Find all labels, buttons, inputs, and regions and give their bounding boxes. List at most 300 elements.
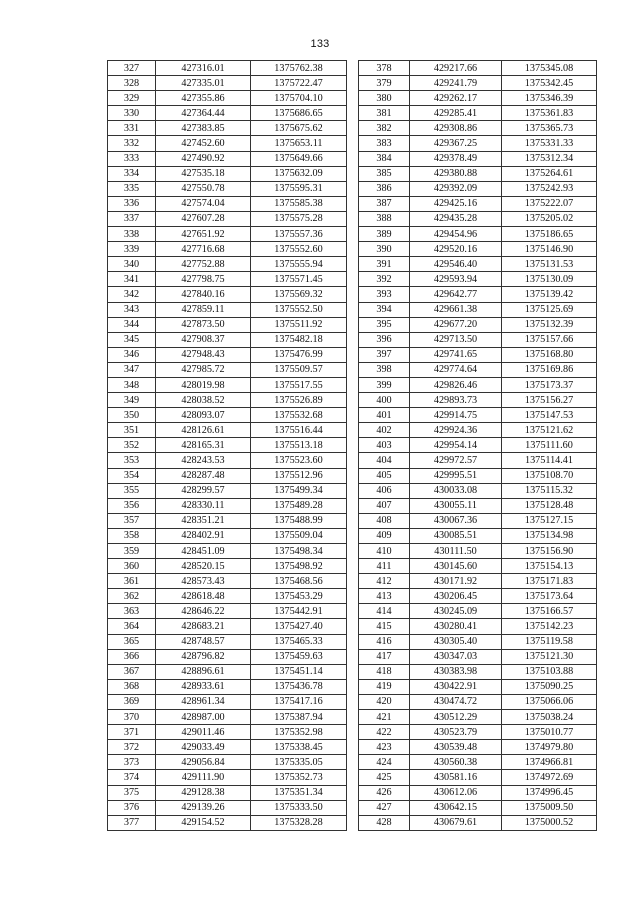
x-coordinate-cell: 429995.51 xyxy=(410,468,502,483)
y-coordinate-cell: 1375328.28 xyxy=(251,815,347,830)
y-coordinate-cell: 1375142.23 xyxy=(502,619,597,634)
table-row xyxy=(108,468,347,483)
table-row xyxy=(108,559,347,574)
y-coordinate-cell: 1375346.39 xyxy=(502,91,597,106)
coordinates-table-right-body xyxy=(359,61,597,831)
y-coordinate-cell: 1375352.98 xyxy=(251,725,347,740)
x-coordinate-cell: 428451.09 xyxy=(156,544,251,559)
x-coordinate-cell: 429954.14 xyxy=(410,438,502,453)
point-number-cell: 378 xyxy=(359,61,410,76)
x-coordinate-cell: 430171.92 xyxy=(410,574,502,589)
y-coordinate-cell: 1375119.58 xyxy=(502,634,597,649)
x-coordinate-cell: 430642.15 xyxy=(410,800,502,815)
point-number-cell: 364 xyxy=(108,619,156,634)
table-row xyxy=(359,679,597,694)
y-coordinate-cell: 1375509.04 xyxy=(251,528,347,543)
x-coordinate-cell: 429741.65 xyxy=(410,347,502,362)
table-row xyxy=(359,408,597,423)
y-coordinate-cell: 1375488.99 xyxy=(251,513,347,528)
point-number-cell: 356 xyxy=(108,498,156,513)
x-coordinate-cell: 429111.90 xyxy=(156,770,251,785)
y-coordinate-cell: 1375108.70 xyxy=(502,468,597,483)
y-coordinate-cell: 1375653.11 xyxy=(251,136,347,151)
table-row xyxy=(359,166,597,181)
x-coordinate-cell: 428520.15 xyxy=(156,559,251,574)
point-number-cell: 426 xyxy=(359,785,410,800)
table-row xyxy=(359,559,597,574)
table-row xyxy=(359,664,597,679)
x-coordinate-cell: 430539.48 xyxy=(410,740,502,755)
point-number-cell: 386 xyxy=(359,181,410,196)
x-coordinate-cell: 429139.26 xyxy=(156,800,251,815)
x-coordinate-cell: 428093.07 xyxy=(156,408,251,423)
x-coordinate-cell: 430085.51 xyxy=(410,528,502,543)
x-coordinate-cell: 430383.98 xyxy=(410,664,502,679)
point-number-cell: 389 xyxy=(359,227,410,242)
x-coordinate-cell: 427873.50 xyxy=(156,317,251,332)
point-number-cell: 336 xyxy=(108,196,156,211)
y-coordinate-cell: 1375516.44 xyxy=(251,423,347,438)
x-coordinate-cell: 429367.25 xyxy=(410,136,502,151)
y-coordinate-cell: 1375147.53 xyxy=(502,408,597,423)
point-number-cell: 369 xyxy=(108,694,156,709)
table-row xyxy=(359,574,597,589)
point-number-cell: 344 xyxy=(108,317,156,332)
point-number-cell: 411 xyxy=(359,559,410,574)
point-number-cell: 382 xyxy=(359,121,410,136)
point-number-cell: 388 xyxy=(359,211,410,226)
x-coordinate-cell: 427490.92 xyxy=(156,151,251,166)
table-row xyxy=(359,800,597,815)
table-row xyxy=(108,664,347,679)
x-coordinate-cell: 429893.73 xyxy=(410,393,502,408)
y-coordinate-cell: 1375312.34 xyxy=(502,151,597,166)
y-coordinate-cell: 1375242.93 xyxy=(502,181,597,196)
x-coordinate-cell: 428038.52 xyxy=(156,393,251,408)
x-coordinate-cell: 429380.88 xyxy=(410,166,502,181)
x-coordinate-cell: 430560.38 xyxy=(410,755,502,770)
table-row xyxy=(108,227,347,242)
point-number-cell: 416 xyxy=(359,634,410,649)
x-coordinate-cell: 429308.86 xyxy=(410,121,502,136)
y-coordinate-cell: 1375511.92 xyxy=(251,317,347,332)
table-row xyxy=(359,76,597,91)
table-row xyxy=(359,181,597,196)
x-coordinate-cell: 430245.09 xyxy=(410,604,502,619)
y-coordinate-cell: 1375166.57 xyxy=(502,604,597,619)
y-coordinate-cell: 1375173.64 xyxy=(502,589,597,604)
table-row xyxy=(359,498,597,513)
y-coordinate-cell: 1375139.42 xyxy=(502,287,597,302)
x-coordinate-cell: 428330.11 xyxy=(156,498,251,513)
point-number-cell: 374 xyxy=(108,770,156,785)
y-coordinate-cell: 1375557.36 xyxy=(251,227,347,242)
y-coordinate-cell: 1375134.98 xyxy=(502,528,597,543)
table-row xyxy=(359,317,597,332)
point-number-cell: 359 xyxy=(108,544,156,559)
x-coordinate-cell: 427355.86 xyxy=(156,91,251,106)
point-number-cell: 418 xyxy=(359,664,410,679)
point-number-cell: 334 xyxy=(108,166,156,181)
y-coordinate-cell: 1375552.50 xyxy=(251,302,347,317)
y-coordinate-cell: 1375335.05 xyxy=(251,755,347,770)
y-coordinate-cell: 1375482.18 xyxy=(251,332,347,347)
point-number-cell: 351 xyxy=(108,423,156,438)
table-row xyxy=(359,287,597,302)
table-row xyxy=(108,785,347,800)
y-coordinate-cell: 1375459.63 xyxy=(251,649,347,664)
table-row xyxy=(108,257,347,272)
x-coordinate-cell: 427752.88 xyxy=(156,257,251,272)
table-row xyxy=(108,483,347,498)
point-number-cell: 414 xyxy=(359,604,410,619)
y-coordinate-cell: 1375453.29 xyxy=(251,589,347,604)
point-number-cell: 402 xyxy=(359,423,410,438)
y-coordinate-cell: 1375451.14 xyxy=(251,664,347,679)
table-row xyxy=(108,287,347,302)
y-coordinate-cell: 1375489.28 xyxy=(251,498,347,513)
x-coordinate-cell: 427550.78 xyxy=(156,181,251,196)
table-row xyxy=(359,589,597,604)
table-row xyxy=(359,377,597,392)
y-coordinate-cell: 1375498.34 xyxy=(251,544,347,559)
y-coordinate-cell: 1375146.90 xyxy=(502,242,597,257)
y-coordinate-cell: 1375186.65 xyxy=(502,227,597,242)
y-coordinate-cell: 1374966.81 xyxy=(502,755,597,770)
x-coordinate-cell: 430347.03 xyxy=(410,649,502,664)
table-row xyxy=(108,121,347,136)
table-row xyxy=(108,513,347,528)
y-coordinate-cell: 1375130.09 xyxy=(502,272,597,287)
y-coordinate-cell: 1375157.66 xyxy=(502,332,597,347)
y-coordinate-cell: 1375351.34 xyxy=(251,785,347,800)
y-coordinate-cell: 1375532.68 xyxy=(251,408,347,423)
x-coordinate-cell: 428402.91 xyxy=(156,528,251,543)
table-row xyxy=(359,755,597,770)
point-number-cell: 355 xyxy=(108,483,156,498)
table-row xyxy=(359,694,597,709)
point-number-cell: 328 xyxy=(108,76,156,91)
table-row xyxy=(359,347,597,362)
table-row xyxy=(359,785,597,800)
table-row xyxy=(359,710,597,725)
point-number-cell: 424 xyxy=(359,755,410,770)
point-number-cell: 329 xyxy=(108,91,156,106)
table-row xyxy=(359,257,597,272)
y-coordinate-cell: 1375361.83 xyxy=(502,106,597,121)
x-coordinate-cell: 428646.22 xyxy=(156,604,251,619)
point-number-cell: 399 xyxy=(359,377,410,392)
table-row xyxy=(359,453,597,468)
point-number-cell: 375 xyxy=(108,785,156,800)
y-coordinate-cell: 1375465.33 xyxy=(251,634,347,649)
point-number-cell: 358 xyxy=(108,528,156,543)
x-coordinate-cell: 429914.75 xyxy=(410,408,502,423)
table-row xyxy=(108,196,347,211)
point-number-cell: 363 xyxy=(108,604,156,619)
x-coordinate-cell: 427364.44 xyxy=(156,106,251,121)
point-number-cell: 401 xyxy=(359,408,410,423)
x-coordinate-cell: 429546.40 xyxy=(410,257,502,272)
y-coordinate-cell: 1375338.45 xyxy=(251,740,347,755)
point-number-cell: 381 xyxy=(359,106,410,121)
point-number-cell: 353 xyxy=(108,453,156,468)
x-coordinate-cell: 429285.41 xyxy=(410,106,502,121)
y-coordinate-cell: 1375128.48 xyxy=(502,498,597,513)
point-number-cell: 362 xyxy=(108,589,156,604)
x-coordinate-cell: 428243.53 xyxy=(156,453,251,468)
y-coordinate-cell: 1375498.92 xyxy=(251,559,347,574)
x-coordinate-cell: 430512.29 xyxy=(410,710,502,725)
y-coordinate-cell: 1375132.39 xyxy=(502,317,597,332)
y-coordinate-cell: 1375168.80 xyxy=(502,347,597,362)
x-coordinate-cell: 430679.61 xyxy=(410,815,502,830)
point-number-cell: 409 xyxy=(359,528,410,543)
y-coordinate-cell: 1375649.66 xyxy=(251,151,347,166)
point-number-cell: 413 xyxy=(359,589,410,604)
table-row xyxy=(108,272,347,287)
table-row xyxy=(359,393,597,408)
y-coordinate-cell: 1375513.18 xyxy=(251,438,347,453)
point-number-cell: 400 xyxy=(359,393,410,408)
table-row xyxy=(108,574,347,589)
table-row xyxy=(359,423,597,438)
point-number-cell: 361 xyxy=(108,574,156,589)
point-number-cell: 415 xyxy=(359,619,410,634)
point-number-cell: 419 xyxy=(359,679,410,694)
point-number-cell: 370 xyxy=(108,710,156,725)
y-coordinate-cell: 1375352.73 xyxy=(251,770,347,785)
table-row xyxy=(108,317,347,332)
table-row xyxy=(108,544,347,559)
table-row xyxy=(108,634,347,649)
table-row xyxy=(359,151,597,166)
point-number-cell: 421 xyxy=(359,710,410,725)
y-coordinate-cell: 1375010.77 xyxy=(502,725,597,740)
point-number-cell: 332 xyxy=(108,136,156,151)
table-row xyxy=(359,815,597,830)
y-coordinate-cell: 1374979.80 xyxy=(502,740,597,755)
point-number-cell: 367 xyxy=(108,664,156,679)
x-coordinate-cell: 429661.38 xyxy=(410,302,502,317)
y-coordinate-cell: 1375555.94 xyxy=(251,257,347,272)
point-number-cell: 422 xyxy=(359,725,410,740)
y-coordinate-cell: 1375342.45 xyxy=(502,76,597,91)
y-coordinate-cell: 1375114.41 xyxy=(502,453,597,468)
y-coordinate-cell: 1375442.91 xyxy=(251,604,347,619)
table-row xyxy=(108,800,347,815)
x-coordinate-cell: 427840.16 xyxy=(156,287,251,302)
y-coordinate-cell: 1375575.28 xyxy=(251,211,347,226)
table-row xyxy=(108,76,347,91)
y-coordinate-cell: 1375585.38 xyxy=(251,196,347,211)
x-coordinate-cell: 427948.43 xyxy=(156,347,251,362)
y-coordinate-cell: 1375517.55 xyxy=(251,377,347,392)
x-coordinate-cell: 427908.37 xyxy=(156,332,251,347)
y-coordinate-cell: 1375156.90 xyxy=(502,544,597,559)
y-coordinate-cell: 1375387.94 xyxy=(251,710,347,725)
table-row xyxy=(359,513,597,528)
table-row xyxy=(108,528,347,543)
table-row xyxy=(108,694,347,709)
x-coordinate-cell: 429217.66 xyxy=(410,61,502,76)
table-row xyxy=(359,106,597,121)
point-number-cell: 341 xyxy=(108,272,156,287)
point-number-cell: 337 xyxy=(108,211,156,226)
table-row xyxy=(359,483,597,498)
x-coordinate-cell: 427651.92 xyxy=(156,227,251,242)
y-coordinate-cell: 1375523.60 xyxy=(251,453,347,468)
y-coordinate-cell: 1374972.69 xyxy=(502,770,597,785)
x-coordinate-cell: 430111.50 xyxy=(410,544,502,559)
y-coordinate-cell: 1375000.52 xyxy=(502,815,597,830)
table-row xyxy=(108,211,347,226)
y-coordinate-cell: 1375704.10 xyxy=(251,91,347,106)
y-coordinate-cell: 1375499.34 xyxy=(251,483,347,498)
y-coordinate-cell: 1375345.08 xyxy=(502,61,597,76)
x-coordinate-cell: 430474.72 xyxy=(410,694,502,709)
point-number-cell: 376 xyxy=(108,800,156,815)
y-coordinate-cell: 1375476.99 xyxy=(251,347,347,362)
y-coordinate-cell: 1375762.38 xyxy=(251,61,347,76)
x-coordinate-cell: 428573.43 xyxy=(156,574,251,589)
y-coordinate-cell: 1375427.40 xyxy=(251,619,347,634)
point-number-cell: 420 xyxy=(359,694,410,709)
x-coordinate-cell: 427716.68 xyxy=(156,242,251,257)
x-coordinate-cell: 428961.34 xyxy=(156,694,251,709)
point-number-cell: 396 xyxy=(359,332,410,347)
point-number-cell: 423 xyxy=(359,740,410,755)
point-number-cell: 427 xyxy=(359,800,410,815)
y-coordinate-cell: 1375436.78 xyxy=(251,679,347,694)
x-coordinate-cell: 428618.48 xyxy=(156,589,251,604)
x-coordinate-cell: 428351.21 xyxy=(156,513,251,528)
table-row xyxy=(108,589,347,604)
y-coordinate-cell: 1375331.33 xyxy=(502,136,597,151)
table-row xyxy=(359,302,597,317)
table-row xyxy=(108,151,347,166)
y-coordinate-cell: 1375009.50 xyxy=(502,800,597,815)
y-coordinate-cell: 1375173.37 xyxy=(502,377,597,392)
point-number-cell: 390 xyxy=(359,242,410,257)
x-coordinate-cell: 428287.48 xyxy=(156,468,251,483)
point-number-cell: 404 xyxy=(359,453,410,468)
table-row xyxy=(359,61,597,76)
table-row xyxy=(108,181,347,196)
y-coordinate-cell: 1375264.61 xyxy=(502,166,597,181)
x-coordinate-cell: 429435.28 xyxy=(410,211,502,226)
y-coordinate-cell: 1375090.25 xyxy=(502,679,597,694)
table-row xyxy=(359,227,597,242)
x-coordinate-cell: 429924.36 xyxy=(410,423,502,438)
y-coordinate-cell: 1375121.30 xyxy=(502,649,597,664)
y-coordinate-cell: 1375103.88 xyxy=(502,664,597,679)
y-coordinate-cell: 1375552.60 xyxy=(251,242,347,257)
x-coordinate-cell: 427452.60 xyxy=(156,136,251,151)
x-coordinate-cell: 430305.40 xyxy=(410,634,502,649)
x-coordinate-cell: 429154.52 xyxy=(156,815,251,830)
y-coordinate-cell: 1375171.83 xyxy=(502,574,597,589)
x-coordinate-cell: 427985.72 xyxy=(156,362,251,377)
x-coordinate-cell: 429713.50 xyxy=(410,332,502,347)
table-row xyxy=(359,91,597,106)
table-row xyxy=(359,528,597,543)
y-coordinate-cell: 1375115.32 xyxy=(502,483,597,498)
table-row xyxy=(359,544,597,559)
table-row xyxy=(108,679,347,694)
x-coordinate-cell: 427574.04 xyxy=(156,196,251,211)
coordinates-table-left-body xyxy=(108,61,347,831)
point-number-cell: 346 xyxy=(108,347,156,362)
coordinates-table-right xyxy=(358,60,597,831)
table-row xyxy=(108,710,347,725)
table-row xyxy=(359,725,597,740)
y-coordinate-cell: 1375038.24 xyxy=(502,710,597,725)
x-coordinate-cell: 427607.28 xyxy=(156,211,251,226)
point-number-cell: 406 xyxy=(359,483,410,498)
y-coordinate-cell: 1375111.60 xyxy=(502,438,597,453)
point-number-cell: 343 xyxy=(108,302,156,317)
point-number-cell: 327 xyxy=(108,61,156,76)
x-coordinate-cell: 429128.38 xyxy=(156,785,251,800)
point-number-cell: 354 xyxy=(108,468,156,483)
point-number-cell: 403 xyxy=(359,438,410,453)
table-row xyxy=(108,498,347,513)
point-number-cell: 395 xyxy=(359,317,410,332)
table-row xyxy=(108,453,347,468)
x-coordinate-cell: 429593.94 xyxy=(410,272,502,287)
table-row xyxy=(108,423,347,438)
table-row xyxy=(108,91,347,106)
point-number-cell: 407 xyxy=(359,498,410,513)
point-number-cell: 405 xyxy=(359,468,410,483)
x-coordinate-cell: 429262.17 xyxy=(410,91,502,106)
x-coordinate-cell: 430581.16 xyxy=(410,770,502,785)
table-row xyxy=(359,649,597,664)
point-number-cell: 357 xyxy=(108,513,156,528)
table-row xyxy=(108,61,347,76)
table-row xyxy=(108,347,347,362)
x-coordinate-cell: 427798.75 xyxy=(156,272,251,287)
x-coordinate-cell: 427335.01 xyxy=(156,76,251,91)
table-row xyxy=(108,408,347,423)
table-row xyxy=(108,740,347,755)
x-coordinate-cell: 430206.45 xyxy=(410,589,502,604)
table-row xyxy=(359,242,597,257)
x-coordinate-cell: 429241.79 xyxy=(410,76,502,91)
y-coordinate-cell: 1374996.45 xyxy=(502,785,597,800)
y-coordinate-cell: 1375121.62 xyxy=(502,423,597,438)
point-number-cell: 394 xyxy=(359,302,410,317)
point-number-cell: 347 xyxy=(108,362,156,377)
point-number-cell: 368 xyxy=(108,679,156,694)
point-number-cell: 339 xyxy=(108,242,156,257)
point-number-cell: 392 xyxy=(359,272,410,287)
table-row xyxy=(359,634,597,649)
point-number-cell: 333 xyxy=(108,151,156,166)
table-row xyxy=(108,604,347,619)
table-row xyxy=(359,438,597,453)
table-row xyxy=(359,121,597,136)
table-row xyxy=(359,196,597,211)
point-number-cell: 350 xyxy=(108,408,156,423)
table-row xyxy=(108,377,347,392)
table-row xyxy=(108,302,347,317)
y-coordinate-cell: 1375365.73 xyxy=(502,121,597,136)
point-number-cell: 410 xyxy=(359,544,410,559)
point-number-cell: 340 xyxy=(108,257,156,272)
y-coordinate-cell: 1375066.06 xyxy=(502,694,597,709)
